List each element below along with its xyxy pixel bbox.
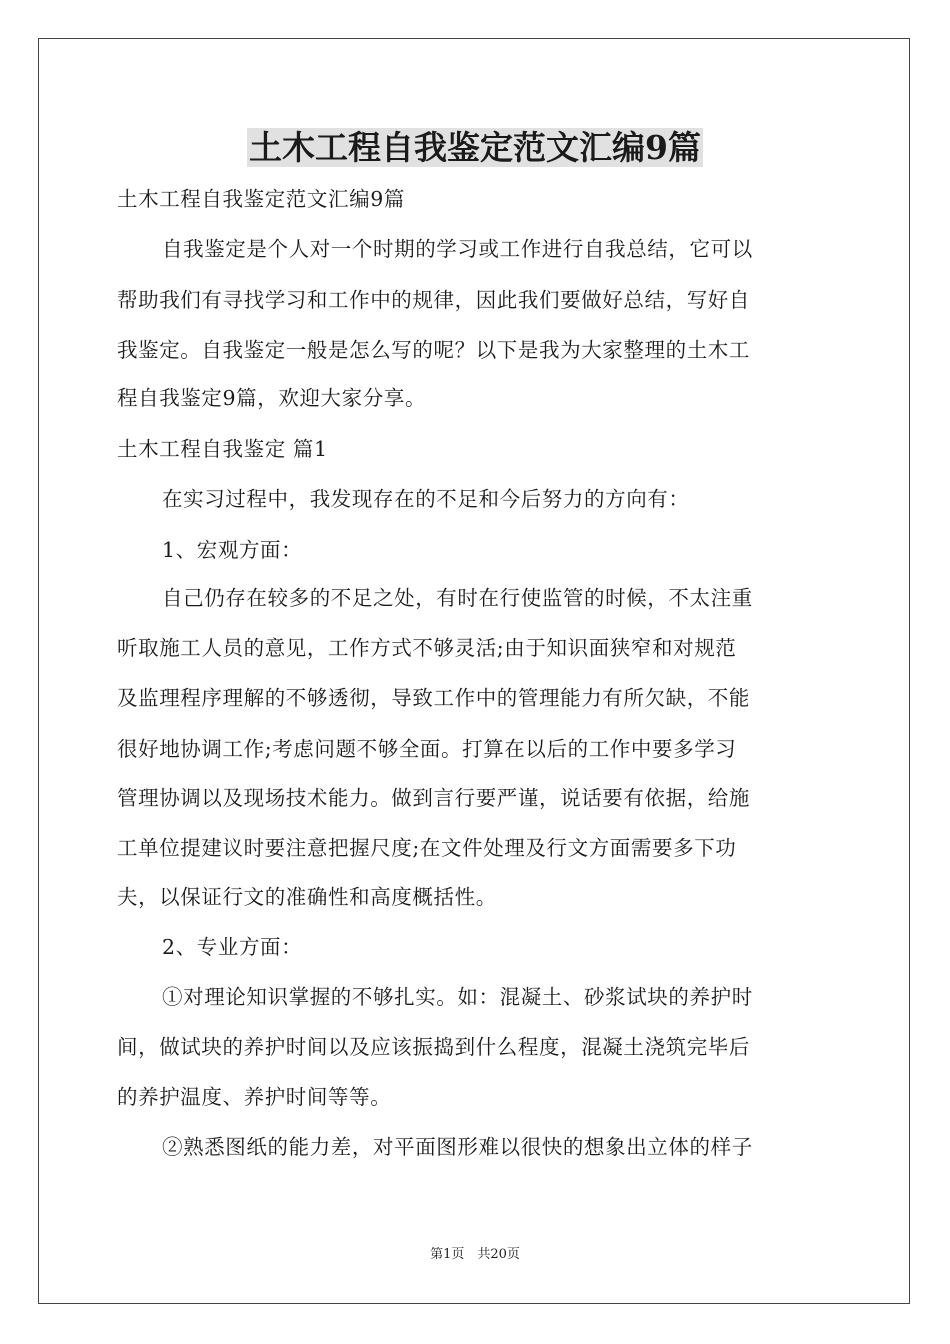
body-line-5: 很好地协调工作;考虑问题不够全面。打算在以后的工作中要多学习 [117,737,737,761]
subtitle-line: 土木工程自我鉴定范文汇编9篇 [117,187,405,211]
body-line-8: 夫，以保证行文的准确性和高度概括性。 [117,885,497,909]
intro-line-2: 帮助我们有寻找学习和工作中的规律，因此我们要做好总结，写好自 [117,288,750,312]
body-line-11: 的养护温度、养护时间等等。 [117,1085,392,1109]
document-title [0,124,950,172]
subheading-professional: 2、专业方面： [162,935,303,959]
intro-line-1: 自我鉴定是个人对一个时期的学习或工作进行自我总结，它可以 [162,237,753,261]
body-line-1: 在实习过程中，我发现存在的不足和今后努力的方向有： [162,487,690,511]
section-heading: 土木工程自我鉴定 篇1 [117,437,328,461]
body-line-7: 工单位提建议时要注意把握尺度;在文件处理及行文方面需要多下功 [117,836,737,860]
body-line-12: ②熟悉图纸的能力差，对平面图形难以很快的想象出立体的样子 [162,1135,753,1159]
page-number: 第1页 共20页 [430,1247,520,1262]
body-line-10: 间，做试块的养护时间以及应该振捣到什么程度，混凝土浇筑完毕后 [117,1035,750,1059]
intro-line-4: 程自我鉴定9篇，欢迎大家分享。 [117,386,427,410]
subheading-macro: 1、宏观方面： [162,538,303,562]
body-line-4: 及监理程序理解的不够透彻，导致工作中的管理能力有所欠缺，不能 [117,686,750,710]
body-line-3: 听取施工人员的意见，工作方式不够灵活;由于知识面狭窄和对规范 [117,636,737,660]
intro-line-3: 我鉴定。自我鉴定一般是怎么写的呢？以下是我为大家整理的土木工 [117,338,750,362]
page-border [38,38,910,1304]
body-line-6: 管理协调以及现场技术能力。做到言行要严谨，说话要有依据，给施 [117,786,750,810]
body-line-2: 自己仍存在较多的不足之处，有时在行使监管的时候，不太注重 [162,586,753,610]
document-title-text: 土木工程自我鉴定范文汇编9篇 [249,128,701,167]
body-line-9: ①对理论知识掌握的不够扎实。如：混凝土、砂浆试块的养护时 [162,985,753,1009]
